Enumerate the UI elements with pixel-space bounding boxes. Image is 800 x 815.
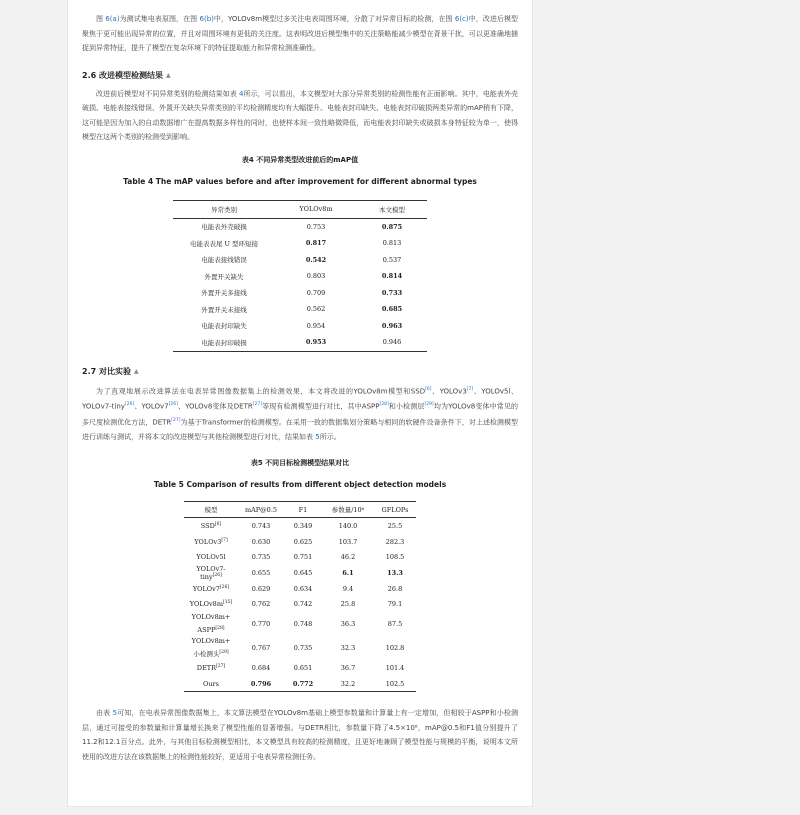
table4-cell-yolov8m: 0.709 xyxy=(306,288,326,297)
closing-paragraph: 由表 5可知，在电表异常图像数据集上，本文算法模型在YOLOv8m基础上模型参数量和计算量上有一定增加，但相较于ASPP和小检测层，通过可接受的参数量和计算量增长换来了模型性能的显著增强。与DETR相比，参数量下降了4.5×10⁶，mAP@0.5和F1值分别提升了11.2和12.1百分点。此外，与其他目标检测模型相比，本文模型具有较高的检测精度，且更好地兼顾了模型性能与规模的平衡，说明本文所使用的改进方法在该数据集上的检测性能较好，更适用于电表异常检测任务。 xyxy=(82,709,519,761)
table5-cell-gflops: 13.3 xyxy=(387,569,403,578)
table5-caption-en: Table 5 Comparison of results from different object detection models xyxy=(153,480,447,490)
table5-cell-f1: 0.772 xyxy=(284,676,322,692)
table5-cell-model xyxy=(184,581,238,597)
table4-header: 异常类别 xyxy=(173,200,275,218)
table5-cell-gflops: 102.5 xyxy=(374,676,416,692)
table5-cell-map: 0.630 xyxy=(251,537,271,546)
table4-cell-yolov8m: 0.817 xyxy=(305,239,327,248)
model-name: DETR xyxy=(196,664,216,673)
table5-cell-f1: 0.349 xyxy=(293,522,313,531)
table5-cell-f1: 0.651 xyxy=(293,664,313,673)
table5-cell-map: 0.735 xyxy=(251,553,271,562)
table5-cell-model xyxy=(184,534,238,550)
table5-cell-map: 0.743 xyxy=(251,522,271,531)
model-name: Ours xyxy=(203,679,219,688)
table4-row xyxy=(173,252,427,269)
table4-cell-ours: 0.875 xyxy=(381,222,403,231)
table4-cell-yolov8m: 0.803 xyxy=(306,272,326,281)
table5-cell-gflops: 102.8 xyxy=(385,644,405,653)
table4-cell-category: 电能表封印破损 xyxy=(173,334,275,351)
ref-link[interactable]: [15] xyxy=(223,600,233,606)
table5-cell-model xyxy=(184,660,238,676)
table5-cell-params: 6.1 xyxy=(342,569,354,578)
table5-cell-params: 9.4 xyxy=(342,584,354,593)
table5-row xyxy=(184,565,416,581)
table5-cell-model xyxy=(184,676,238,692)
table5-cell-gflops: 79.1 xyxy=(387,600,403,609)
table4-cell-ours: 0.814 xyxy=(381,272,403,281)
section-2-6-paragraph: 改进前后模型对不同异常类别的检测结果如表 4所示，可以看出，本文模型对大部分异常类别的检测性能有正面影响。其中，电能表外壳破损、电能表接线错误、外置开关缺失异常类别的平均检测精度均有大幅提升。电能表封印缺失、电能表封印破损两类异常的mAP稍有下降，这可能是因为加入的自动数据增广在提高数据多样性的同时，也使样本间一致性略微降低，而电能表封印缺失或破损本身特征较为单一，使得模型在这两个类别的检测受到影响。 xyxy=(82,89,518,141)
table5-row xyxy=(184,660,416,676)
ref-link[interactable]: [6] xyxy=(214,522,222,528)
table5-cell-params: 140.0 xyxy=(338,522,358,531)
table4-cell-ours: 0.946 xyxy=(357,334,427,351)
table4-header: 本文模型 xyxy=(357,200,427,218)
table5-caption-cn: 表5 不同目标检测模型结果对比 xyxy=(250,459,350,468)
table4-cell-yolov8m: 0.542 xyxy=(305,255,327,264)
table5-row xyxy=(184,534,416,550)
table5-cell-model xyxy=(184,518,238,534)
table5-cell-params: 25.8 xyxy=(340,600,356,609)
table5-header: 参数量/10⁶ xyxy=(322,502,374,518)
table5-cell-map: 0.684 xyxy=(251,664,271,673)
caret-up-icon[interactable]: ▲ xyxy=(165,71,171,79)
table5-row xyxy=(184,581,416,597)
table5-cell-model xyxy=(184,612,238,636)
table4-row xyxy=(173,235,427,252)
table4-row xyxy=(173,334,427,351)
model-name: YOLOv7-tiny xyxy=(196,564,226,582)
section-heading-2-7[interactable]: 2.7 对比实验 ▲ xyxy=(82,366,139,376)
section-heading-2-6[interactable]: 2.6 改进模型检测结果 ▲ xyxy=(82,70,171,80)
ref-link[interactable]: [6] xyxy=(425,386,432,392)
model-name: YOLOv5l xyxy=(196,553,226,562)
table5-row xyxy=(184,676,416,692)
table5-cell-gflops: 282.3 xyxy=(385,537,405,546)
table5-cell-f1: 0.751 xyxy=(293,553,313,562)
table4-row xyxy=(173,285,427,302)
table4-row xyxy=(173,318,427,335)
table4-cell-ours: 0.685 xyxy=(381,305,403,314)
table4-cell-ours: 0.963 xyxy=(381,321,403,330)
table4-cell-yolov8m: 0.953 xyxy=(275,334,357,351)
table4-cell-category: 电能表表尾 U 型环短接 xyxy=(189,239,259,248)
ref-link[interactable]: [26] xyxy=(124,402,135,408)
table5-cell-f1: 0.748 xyxy=(293,620,313,629)
ref-link[interactable]: [29] xyxy=(219,650,229,656)
table4-row xyxy=(173,218,427,235)
table5-header: 模型 xyxy=(184,502,238,518)
table4 xyxy=(173,200,427,352)
table4-cell-ours: 0.813 xyxy=(382,239,402,248)
table5-cell-gflops: 26.8 xyxy=(387,584,403,593)
table5-cell-map: 0.796 xyxy=(238,676,284,692)
table4-cell-category: 外置开关缺失 xyxy=(204,272,244,281)
intro-paragraph: 图 6(a)为测试集电表原图，在图 6(b)中，YOLOv8m模型过多关注电表周围环境，分散了对异常目标的检测，在图 6(c)中，改进后模型聚焦于更可能出现异常的位置，并且对周围环境有更低的关注度。这表明改进后模型集中的关注策略能减少模型在背景干扰，可以更准确地捕捉到异常特征，提升了模型在复杂环境下的特征提取能力和异常检测准确性。 xyxy=(82,15,519,52)
table4-cell-yolov8m: 0.562 xyxy=(306,305,326,314)
table5-header: F1 xyxy=(284,502,322,518)
table4-cell-ours: 0.733 xyxy=(381,288,403,297)
table5-cell-map: 0.767 xyxy=(251,644,271,653)
table5-row xyxy=(184,518,416,534)
ref-link[interactable]: [26] xyxy=(212,572,222,578)
table-link-5[interactable]: 5 xyxy=(112,709,118,718)
ref-link[interactable]: [7] xyxy=(466,386,474,392)
table5-cell-gflops: 87.5 xyxy=(387,620,403,629)
table5-row xyxy=(184,597,416,613)
table4-cell-category: 电能表接线错误 xyxy=(201,256,247,265)
table4-cell-category: 电能表封印缺失 xyxy=(201,322,247,331)
table4-cell-category: 电能表外壳破损 xyxy=(201,223,247,232)
model-name: YOLOv8m xyxy=(189,600,223,609)
table4-caption-cn: 表4 不同异常类型改进前后的mAP值 xyxy=(241,155,359,164)
table5-cell-f1: 0.735 xyxy=(293,644,313,653)
table4-header: YOLOv8m xyxy=(275,200,357,218)
table5-header: GFLOPs xyxy=(374,502,416,518)
table5-cell-map: 0.762 xyxy=(251,600,271,609)
table-link-5[interactable]: 5 xyxy=(315,432,320,441)
model-name: YOLOv3 xyxy=(194,537,222,546)
table4-cell-yolov8m: 0.954 xyxy=(306,321,326,330)
model-name-line2: ASPP xyxy=(197,626,216,635)
table4-row xyxy=(173,268,427,285)
table5-header: mAP@0.5 xyxy=(238,502,284,518)
table5-cell-map: 0.770 xyxy=(251,620,271,629)
table5-cell-gflops: 108.5 xyxy=(385,553,405,562)
figure-link-6b[interactable]: 6(b) xyxy=(199,15,214,23)
table5-cell-f1: 0.634 xyxy=(293,584,313,593)
table5-cell-map: 0.629 xyxy=(251,584,271,593)
table5-cell-gflops: 101.4 xyxy=(385,664,405,673)
ref-link[interactable]: [27] xyxy=(215,664,226,670)
table5-cell-params: 46.2 xyxy=(340,553,356,562)
table5-cell-model xyxy=(184,565,238,581)
ref-link[interactable]: [27] xyxy=(252,402,262,408)
table5-cell-model xyxy=(184,636,238,660)
table4-cell-yolov8m: 0.753 xyxy=(306,222,326,231)
table5-cell-params: 36.3 xyxy=(340,620,356,629)
table5-cell-f1: 0.625 xyxy=(293,537,313,546)
section-2-7-paragraph: 为了直观地展示改进算法在电表异常图像数据集上的检测效果，本文将改进的YOLOv8m模型和SSD[6]、YOLOv3[7]、YOLOv5l、YOLOv7-tiny[26]、YOLOv7[26]、YOLOv8变体及DETR[27]等现有检测模型进行对比，其中ASPP[28]和小检测层[29]均为YOLOv8变体中常见的多尺度检测优化方法，DETR[27]为基于Transformer的检测模型。在采用一致的数据集划分策略与相同的软硬件设备条件下，对上述检测模型进行训练与测试，并将本文的改进模型与其他检测模型进行对比，结果如表 5所示。 xyxy=(82,386,518,441)
table4-row xyxy=(173,301,427,318)
ref-link[interactable]: [7] xyxy=(221,537,228,543)
ref-link[interactable]: [29] xyxy=(424,402,434,408)
model-name: YOLOv7 xyxy=(192,584,220,593)
table5-cell-f1: 0.645 xyxy=(293,569,313,578)
table5 xyxy=(184,501,416,692)
ref-link[interactable]: [26] xyxy=(168,402,178,408)
table5-cell-model xyxy=(184,549,238,565)
table4-cell-category: 外置开关未接线 xyxy=(201,305,247,314)
table5-cell-gflops: 25.5 xyxy=(387,522,403,531)
table4-cell-ours: 0.537 xyxy=(382,255,402,264)
table4-caption-en: Table 4 The mAP values before and after improvement for different abnormal types xyxy=(123,176,477,186)
figure-link-6c[interactable]: 6(c) xyxy=(454,15,469,23)
table5-row xyxy=(184,636,416,660)
table5-cell-f1: 0.742 xyxy=(293,600,313,609)
ref-link[interactable]: [28] xyxy=(215,626,225,632)
ref-link[interactable]: [27] xyxy=(171,418,181,424)
table5-cell-params: 36.7 xyxy=(340,664,356,673)
ref-link[interactable]: [26] xyxy=(219,584,230,590)
ref-link[interactable]: [28] xyxy=(379,402,389,408)
table4-cell-category: 外置开关多接线 xyxy=(201,289,247,298)
model-name-line2: 小检测头 xyxy=(193,650,220,659)
table5-row xyxy=(184,549,416,565)
article-page xyxy=(67,0,533,807)
model-name: SSD xyxy=(200,522,215,531)
caret-up-icon[interactable]: ▲ xyxy=(133,367,139,375)
table5-row xyxy=(184,612,416,636)
figure-link-6a[interactable]: 6(a) xyxy=(105,15,120,23)
table5-cell-map: 0.655 xyxy=(251,569,271,578)
table5-cell-params: 103.7 xyxy=(338,537,358,546)
table5-cell-model xyxy=(184,597,238,613)
model-name-line1: YOLOv8m+ xyxy=(191,637,231,646)
table-link-4[interactable]: 4 xyxy=(239,89,244,98)
table5-cell-params: 32.3 xyxy=(340,644,356,653)
table5-cell-params: 32.2 xyxy=(322,676,374,692)
model-name-line1: YOLOv8m+ xyxy=(191,613,231,622)
